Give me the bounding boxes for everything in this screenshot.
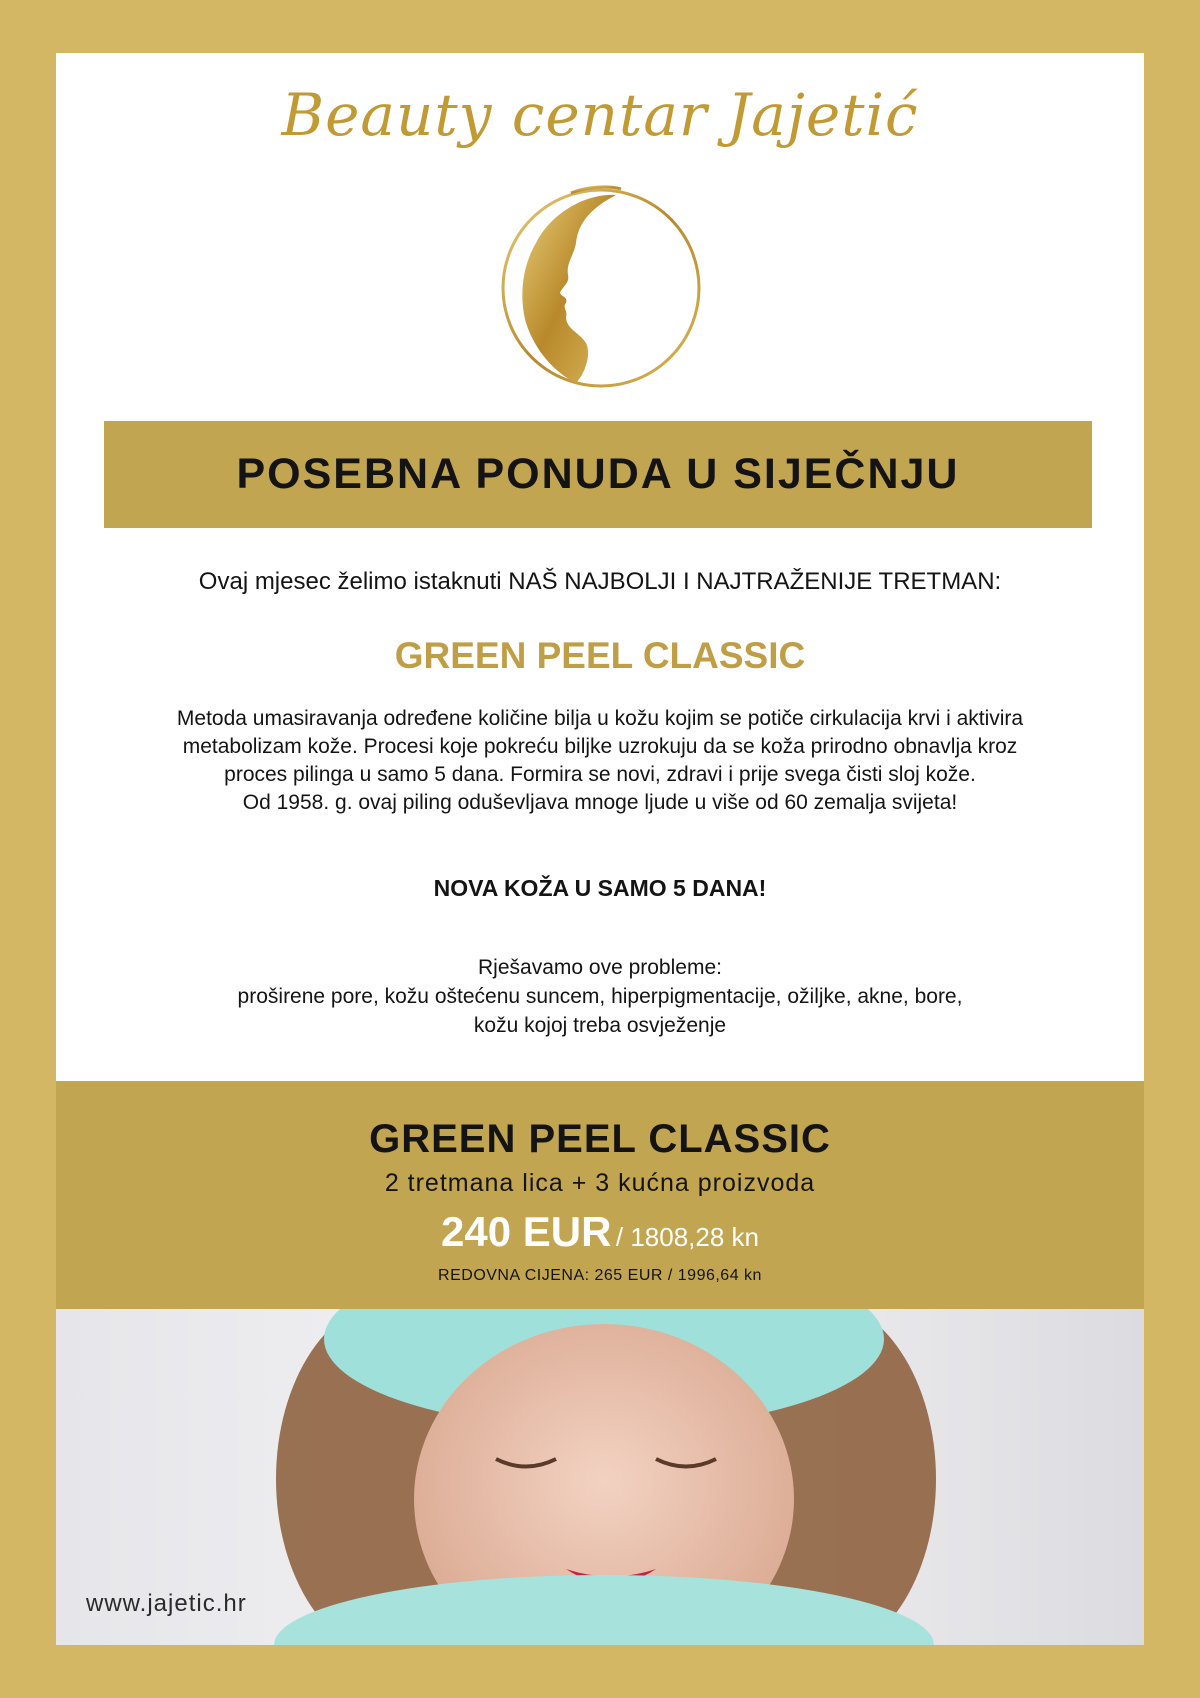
banner-title: POSEBNA PONUDA U SIJEČNJU: [236, 450, 960, 498]
price-band: [56, 1081, 1144, 1309]
problems-line: proširene pore, kožu oštećenu suncem, hiperpigmentacije, ožiljke, akne, bore,: [237, 985, 963, 1008]
problems-line: Rješavamo ove probleme:: [478, 956, 722, 979]
tagline: NOVA KOŽA U SAMO 5 DANA!: [433, 875, 767, 901]
description-line: proces pilinga u samo 5 dana. Formira se novi, zdravi i prije svega čisti sloj kože.: [224, 763, 976, 786]
problems-line: kožu kojoj treba osvježenje: [473, 1014, 727, 1037]
regular-price: REDOVNA CIJENA: 265 EUR / 1996,64 kn: [438, 1267, 762, 1284]
offer-banner: [104, 421, 1092, 528]
website-link[interactable]: www.jajetic.hr: [86, 1590, 247, 1617]
poster-frame: [56, 53, 1144, 1645]
face-logo-icon: [496, 183, 706, 393]
offer-price-row: [56, 1208, 1144, 1256]
description-line: metabolizam kože. Procesi koje pokreću biljke uzrokuju da se koža prirodno obnavlja kroz: [182, 735, 1018, 758]
offer-title: GREEN PEEL CLASSIC: [369, 1117, 831, 1161]
offer-price-kn: / 1808,28 kn: [615, 1222, 759, 1252]
treatment-title: GREEN PEEL CLASSIC: [394, 635, 806, 676]
offer-subtitle: 2 tretmana lica + 3 kućna proizvoda: [384, 1169, 816, 1197]
treatment-description: [56, 705, 1144, 817]
intro-text: Ovaj mjesec želimo istaknuti NAŠ NAJBOLJI I NAJTRAŽENIJE TRETMAN:: [198, 568, 1002, 595]
offer-price: 240 EUR: [441, 1208, 612, 1255]
description-line: Od 1958. g. ovaj piling oduševljava mnoge ljude u više od 60 zemalja svijeta!: [242, 791, 958, 814]
problems-list: [56, 953, 1144, 1040]
brand-name: Beauty centar Jajetić: [281, 81, 919, 149]
description-line: Metoda umasiravanja određene količine bilja u kožu kojim se potiče cirkulacija krvi i aktivira: [176, 707, 1024, 730]
